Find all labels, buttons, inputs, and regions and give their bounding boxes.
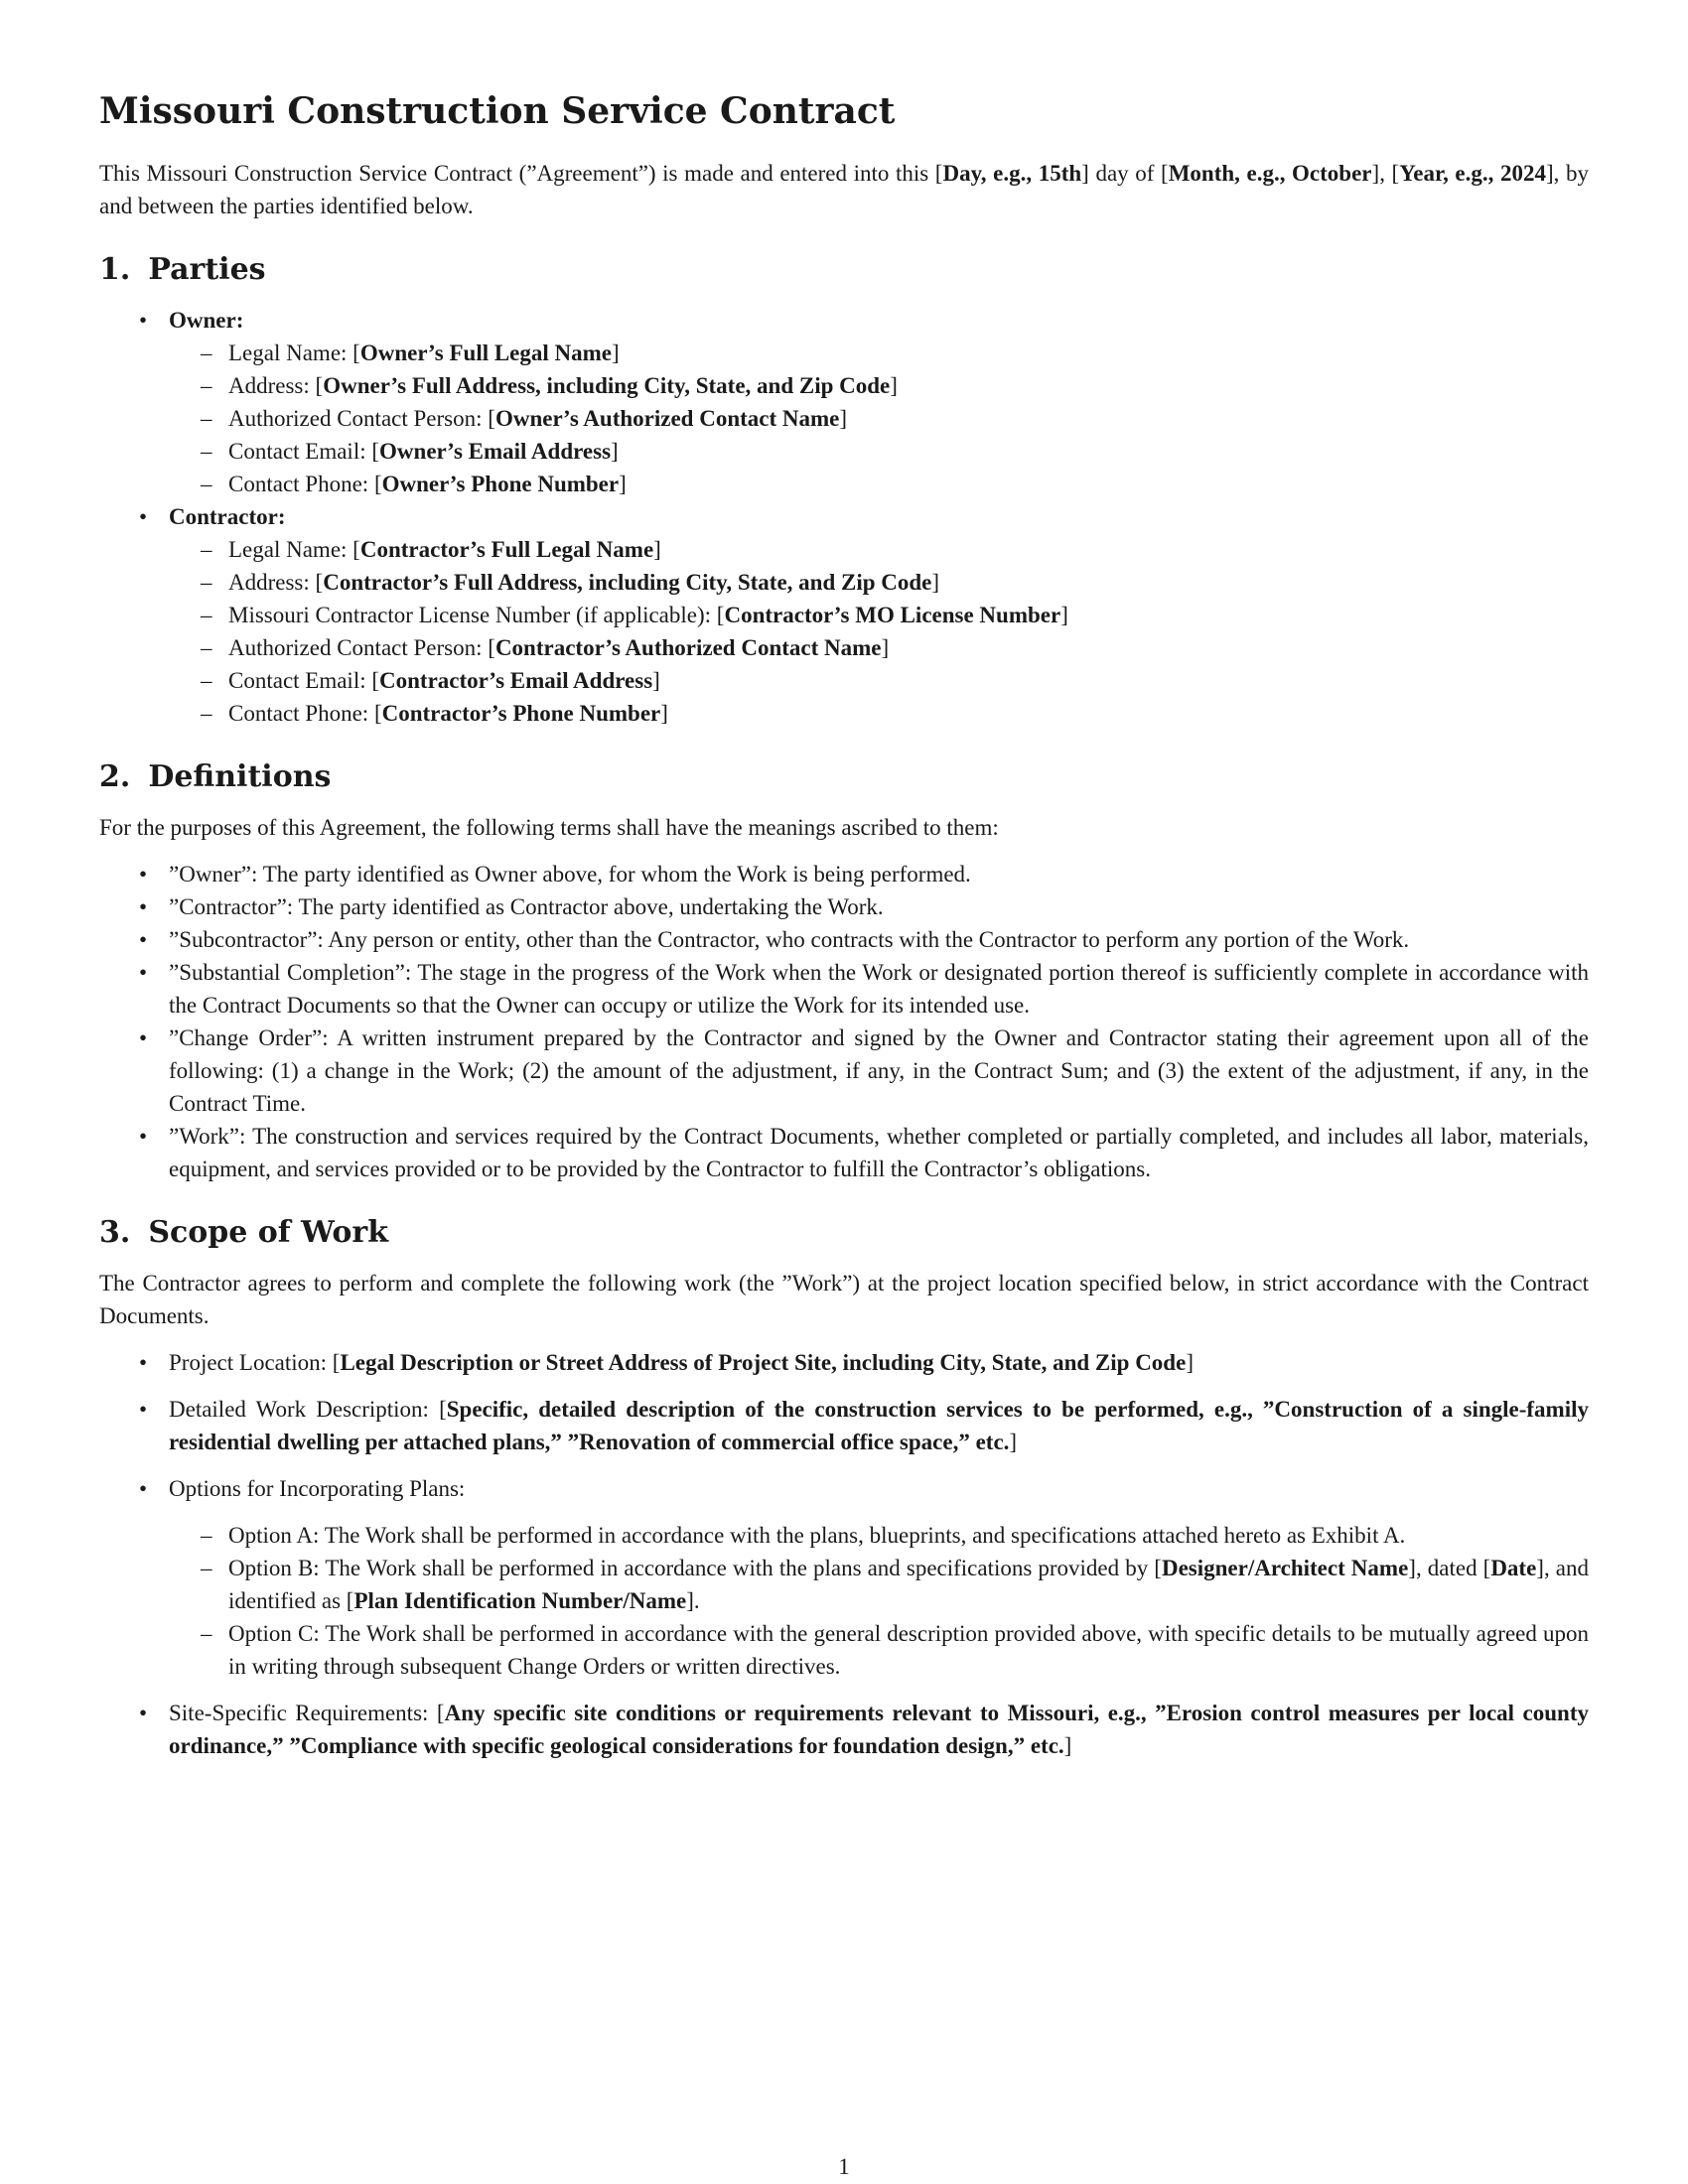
scope-list [99, 1346, 1589, 1762]
page-number: 1 [838, 2154, 850, 2179]
contractor-item: • Contractor: – Legal Name: [Contractor’s Full Legal Name] – Address: [Contractor’s Full Address, including City, State, and Zip Code] – Missouri Contractor License Number (if applicable): [Contractor’s MO License Number] – Authorized Contact Person: [Contractor’s Authorized Contact Name] – Contact Email: [Contractor’s Email Address] – Contact Phone: [Contractor’s Phone Number] [99, 500, 1589, 730]
list-item: – Legal Name: [Owner’s Full Legal Name] [169, 337, 1589, 369]
list-item: • Detailed Work Description: [Specific, detailed description of the construction services to be performed, e.g., ”Construction of a single-family residential dwelling per attached plans,” ”Renovation of commercial office space,” etc.] [99, 1393, 1589, 1458]
section-parties [99, 250, 1589, 730]
intro-paragraph: This Missouri Construction Service Contract (”Agreement”) is made and entered into this [Day, e.g., 15th] day of [Month, e.g., October], [Year, e.g., 2024], by and between the parties identified below. [99, 161, 1590, 218]
owner-item: • Owner: – Legal Name: [Owner’s Full Legal Name] – Address: [Owner’s Full Address, including City, State, and Zip Code] – Authorized Contact Person: [Owner’s Authorized Contact Name] – Contact Email: [Owner’s Email Address] – Contact Phone: [Owner’s Phone Number] [99, 304, 1589, 500]
definitions-intro: For the purposes of this Agreement, the following terms shall have the meanings ascribed to them: [99, 815, 999, 840]
list-item: • Site-Specific Requirements: [Any specific site conditions or requirements relevant to Missouri, e.g., ”Erosion control measures per local county ordinance,” ”Compliance with specific geological considerations for foundation design,” etc.] [99, 1697, 1589, 1762]
month-placeholder: Month, e.g., October [1168, 161, 1372, 186]
section-scope-of-work [99, 1213, 1589, 1762]
year-placeholder: Year, e.g., 2024 [1399, 161, 1546, 186]
section-definitions [99, 757, 1589, 1185]
list-item: • ”Work”: The construction and services required by the Contract Documents, whether completed or partially completed, and includes all labor, materials, equipment, and services provided or to be provided by the Contractor to fulfill the Contractor’s obligations. [99, 1120, 1589, 1185]
list-item: – Address: [Contractor’s Full Address, including City, State, and Zip Code] [169, 566, 1589, 599]
list-item: – Option C: The Work shall be performed in accordance with the general description provided above, with specific details to be mutually agreed upon in writing through subsequent Change Orders or written directives. [169, 1617, 1589, 1683]
list-item: – Authorized Contact Person: [Contractor’s Authorized Contact Name] [169, 631, 1589, 664]
list-item: – Missouri Contractor License Number (if applicable): [Contractor’s MO License Number] [169, 599, 1589, 631]
list-item: • Project Location: [Legal Description or Street Address of Project Site, including City, State, and Zip Code] [99, 1346, 1589, 1379]
list-item: • ”Owner”: The party identified as Owner above, for whom the Work is being performed. [99, 858, 1589, 890]
list-item: • ”Change Order”: A written instrument prepared by the Contractor and signed by the Owner and Contractor stating their agreement upon all of the following: (1) a change in the Work; (2) the amount of the adjustment, if any, in the Contract Sum; and (3) the extent of the adjustment, if any, in the Contract Time. [99, 1022, 1589, 1120]
section-heading: 3. Scope of Work [99, 1215, 388, 1250]
list-item: – Authorized Contact Person: [Owner’s Authorized Contact Name] [169, 402, 1589, 435]
list-item: – Contact Phone: [Owner’s Phone Number] [169, 468, 1589, 500]
list-item: • ”Substantial Completion”: The stage in the progress of the Work when the Work or designated portion thereof is sufficiently complete in accordance with the Contract Documents so that the Owner can occupy or utilize the Work for its intended use. [99, 956, 1589, 1022]
document-page [99, 87, 1589, 1776]
list-item: – Contact Email: [Owner’s Email Address] [169, 435, 1589, 468]
list-item: – Contact Email: [Contractor’s Email Address] [169, 664, 1589, 697]
list-item: – Contact Phone: [Contractor’s Phone Number] [169, 697, 1589, 730]
scope-intro: The Contractor agrees to perform and complete the following work (the ”Work”) at the project location specified below, in strict accordance with the Contract Documents. [99, 1271, 1589, 1328]
list-item: • ”Subcontractor”: Any person or entity, other than the Contractor, who contracts with the Contractor to perform any portion of the Work. [99, 923, 1589, 956]
section-heading: 2. Definitions [99, 759, 332, 794]
list-item: – Option A: The Work shall be performed in accordance with the plans, blueprints, and specifications attached hereto as Exhibit A. [169, 1519, 1589, 1552]
section-heading: 1. Parties [99, 252, 266, 287]
list-item: – Address: [Owner’s Full Address, including City, State, and Zip Code] [169, 369, 1589, 402]
definitions-list [99, 858, 1589, 1185]
day-placeholder: Day, e.g., 15th [942, 161, 1082, 186]
list-item: – Legal Name: [Contractor’s Full Legal Name] [169, 533, 1589, 566]
list-item: – Option B: The Work shall be performed in accordance with the plans and specifications provided by [Designer/Architect Name], dated [Date], and identified as [Plan Identification Number/Name]. [169, 1552, 1589, 1617]
parties-list [99, 304, 1589, 730]
list-item: • ”Contractor”: The party identified as Contractor above, undertaking the Work. [99, 890, 1589, 923]
document-title: Missouri Construction Service Contract [99, 90, 896, 132]
list-item: • Options for Incorporating Plans: – Option A: The Work shall be performed in accordance with the plans, blueprints, and specifications attached hereto as Exhibit A. – Option B: The Work shall be performed in accordance with the plans and specifications provided by [Designer/Architect Name], dated [Date], and identified as [Plan Identification Number/Name]. – Option C: The Work shall be performed in accordance with the general description provided above, with specific details to be mutually agreed upon in writing through subsequent Change Orders or written directives. [99, 1472, 1589, 1683]
